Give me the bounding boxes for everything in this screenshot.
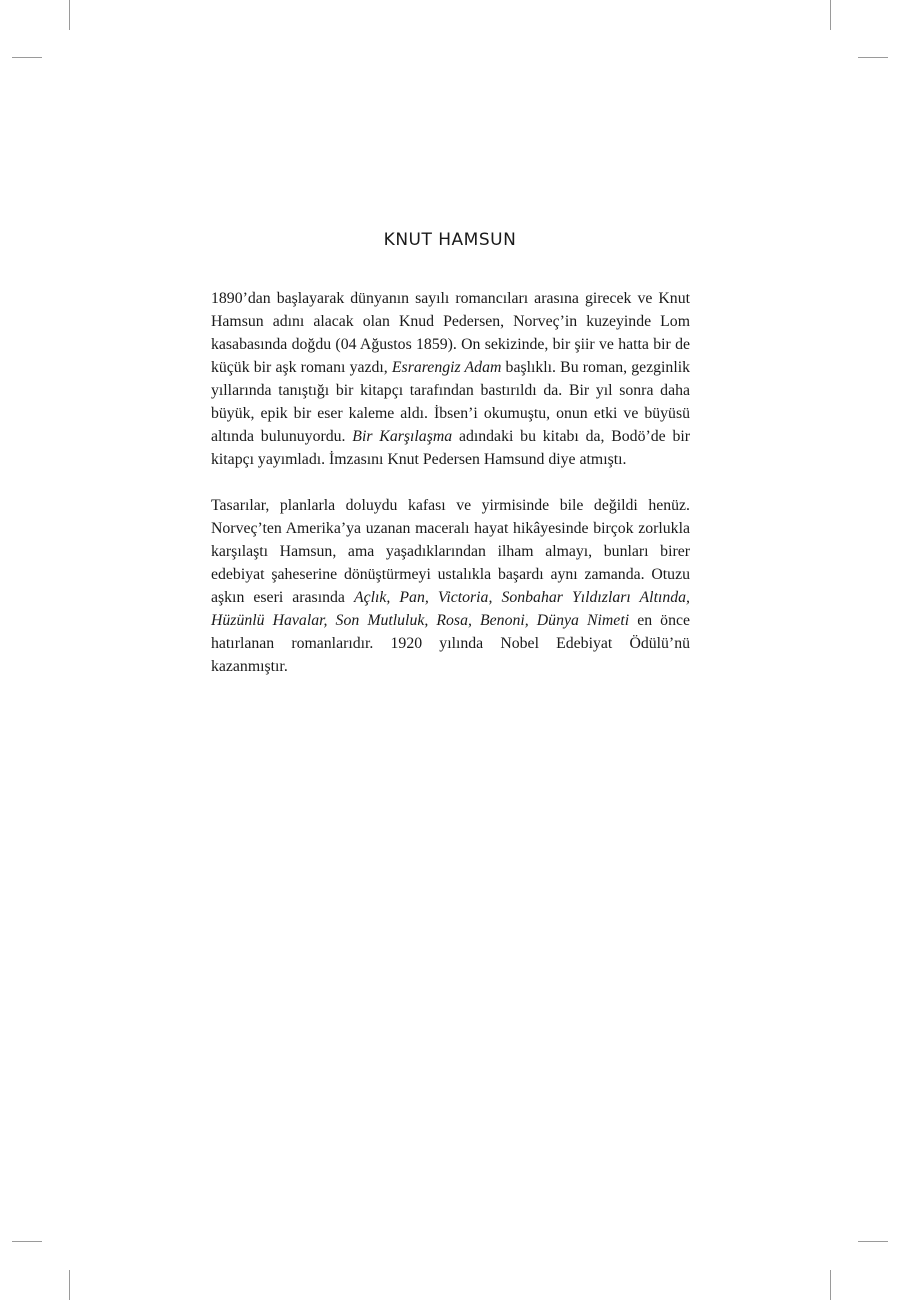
paragraph-1-part-2: başlıklı. Bu roman, gezginlik yıllarında tanıştığı bir kitapçı tarafından bastırıldı da. Bir yıl sonra daha büyük, epik bir eser kaleme aldı. İbsen’i okumuştu, onun etki ve büyüsü altında bulunuyordu. [211, 359, 691, 445]
book-titles-list: Açlık, Pan, Victoria, Sonbahar Yıldızları Altında, Hüzünlü Havalar, Son Mutluluk, Rosa, Benoni, Dünya Nimeti [211, 589, 690, 629]
crop-mark-top-left-vertical [69, 0, 70, 30]
crop-mark-bottom-left-horizontal [12, 1241, 42, 1242]
crop-mark-top-right-horizontal [858, 57, 888, 58]
paragraph-2 [211, 494, 690, 678]
crop-mark-top-right-vertical [830, 0, 831, 30]
paragraph-1 [211, 287, 690, 471]
page-title: KNUT HAMSUN [383, 230, 517, 250]
paragraph-1-part-1: 1890’dan başlayarak dünyanın sayılı romancıları arasına girecek ve Knut Hamsun adını alacak olan Knud Pedersen, Norveç’in kuzeyinde Lom kasabasında doğdu (04 Ağustos 1859). On sekizinde, bir şiir ve hatta bir de küçük bir aşk romanı yazdı, [211, 290, 690, 376]
book-title-bir-karsilasma: Bir Karşılaşma [352, 428, 453, 445]
crop-mark-top-left-horizontal [12, 57, 42, 58]
paragraph-2-part-2: en önce hatırlanan romanlarıdır. 1920 yılında Nobel Edebiyat Ödülü’nü kazanmıştır. [211, 612, 690, 675]
crop-mark-bottom-right-vertical [830, 1270, 831, 1300]
crop-mark-bottom-left-vertical [69, 1270, 70, 1300]
paragraph-1-part-3: adındaki bu kitabı da, Bodö’de bir kitapçı yayımladı. İmzasını Knut Pedersen Hamsund diye atmıştı. [211, 428, 690, 468]
paragraph-2-part-1: Tasarılar, planlarla doluydu kafası ve yirmisinde bile değildi henüz. Norveç’ten Amerika’ya uzanan maceralı hayat hikâyesinde birçok zorlukla karşılaştı Hamsun, ama yaşadıklarından ilham almayı, bunları birer edebiyat şaheserine dönüştürmeyi ustalıkla başardı aynı zamanda. Otuzu aşkın eseri arasında [211, 497, 690, 606]
book-title-esrarengiz-adam: Esrarengiz Adam [391, 359, 502, 376]
biography-text [211, 287, 690, 701]
crop-mark-bottom-right-horizontal [858, 1241, 888, 1242]
